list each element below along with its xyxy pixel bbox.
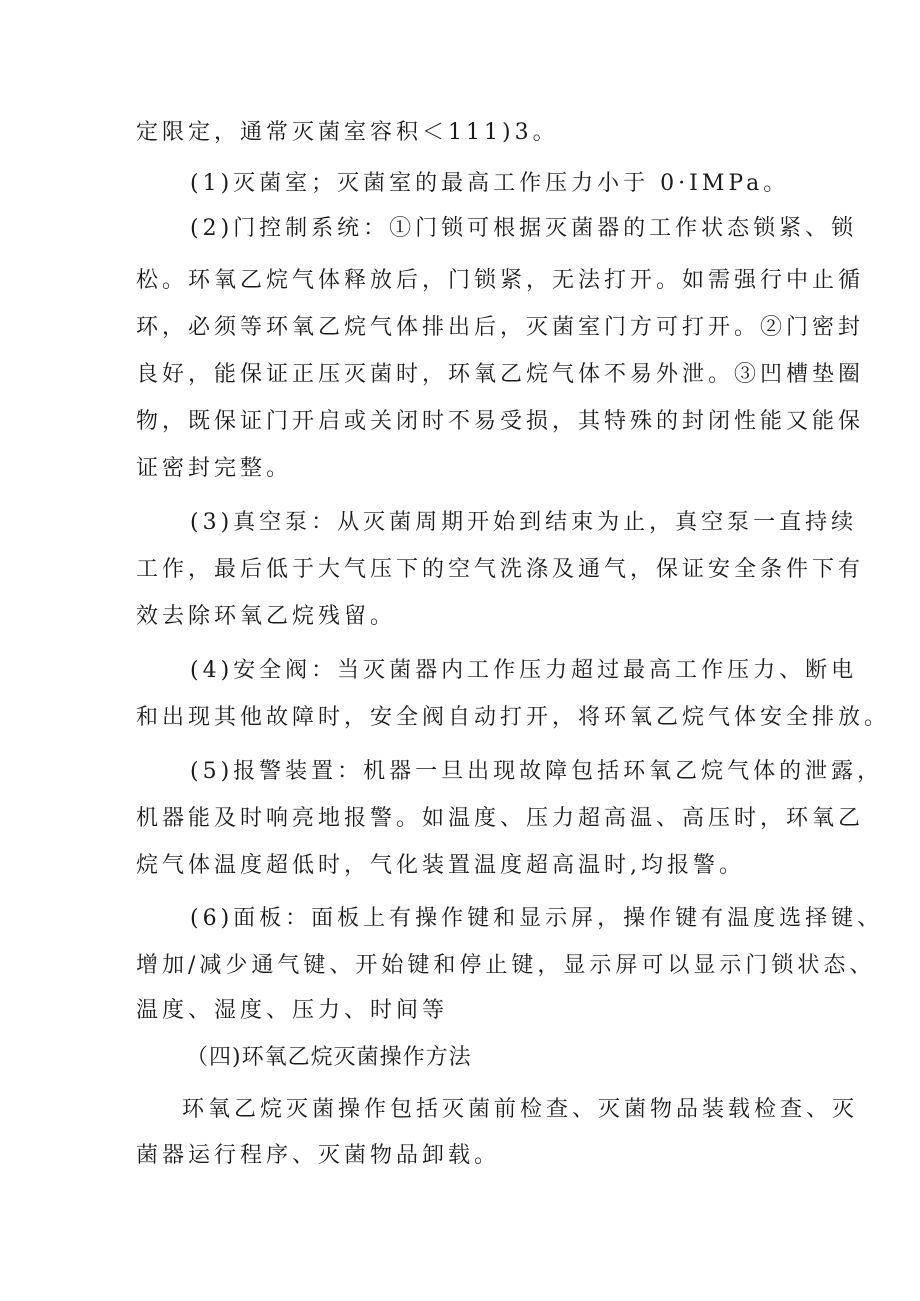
text-line-4: 松。环氧乙烷气体释放后，门锁紧，无法打开。如需强行中止循 (136, 268, 865, 293)
text-line-8: 证密封完整。 (136, 456, 293, 481)
text-line-3: (2)门控制系统：①门锁可根据灭菌器的工作状态锁紧、锁 (190, 216, 858, 241)
section-heading: （四)环氧乙烷灭菌操作方法 (186, 1045, 472, 1070)
text-line-14: (5)报警装置：机器一旦出现故障包括环氧乙烷气体的泄露， (190, 759, 884, 784)
text-line-6: 良好，能保证正压灭菌时，环氧乙烷气体不易外泄。③凹槽垫圈 (136, 362, 865, 387)
text-line-1: 定限定，通常灭菌室容积＜111)3。 (136, 120, 559, 145)
text-line-12: (4)安全阀：当灭菌器内工作压力超过最高工作压力、断电 (190, 658, 858, 683)
text-line-15: 机器能及时响亮地报警。如温度、压力超高温、高压时，环氧乙 (136, 806, 865, 831)
text-line-7: 物，既保证门开启或关闭时不易受损，其特殊的封闭性能又能保 (136, 409, 865, 434)
text-line-19: 温度、湿度、压力、时间等 (136, 998, 449, 1023)
text-line-11: 效去除环氧乙烷残留。 (136, 604, 397, 629)
text-line-5: 环，必须等环氧乙烷气体排出后，灭菌室门方可打开。②门密封 (136, 315, 865, 340)
text-line-22: 菌器运行程序、灭菌物品卸载。 (136, 1143, 501, 1168)
text-line-16: 烷气体温度超低时，气化装置温度超高温时,均报警。 (136, 853, 745, 878)
text-line-2: (1)灭菌室；灭菌室的最高工作压力小于 0·IMPa。 (190, 171, 790, 196)
text-line-18: 增加/减少通气键、开始键和停止键，显示屏可以显示门锁状态、 (136, 953, 876, 978)
text-line-10: 工作，最后低于大气压下的空气洗涤及通气，保证安全条件下有 (136, 557, 865, 582)
text-line-21: 环氧乙烷灭菌操作包括灭菌前检查、灭菌物品装载检查、灭 (182, 1097, 859, 1122)
text-line-17: (6)面板：面板上有操作键和显示屏，操作键有温度选择键、 (190, 906, 884, 931)
text-line-9: (3)真空泵：从灭菌周期开始到结束为止，真空泵一直持续 (190, 510, 858, 535)
text-line-13: 和出现其他故障时，安全阀自动打开，将环氧乙烷气体安全排放。 (136, 705, 891, 730)
